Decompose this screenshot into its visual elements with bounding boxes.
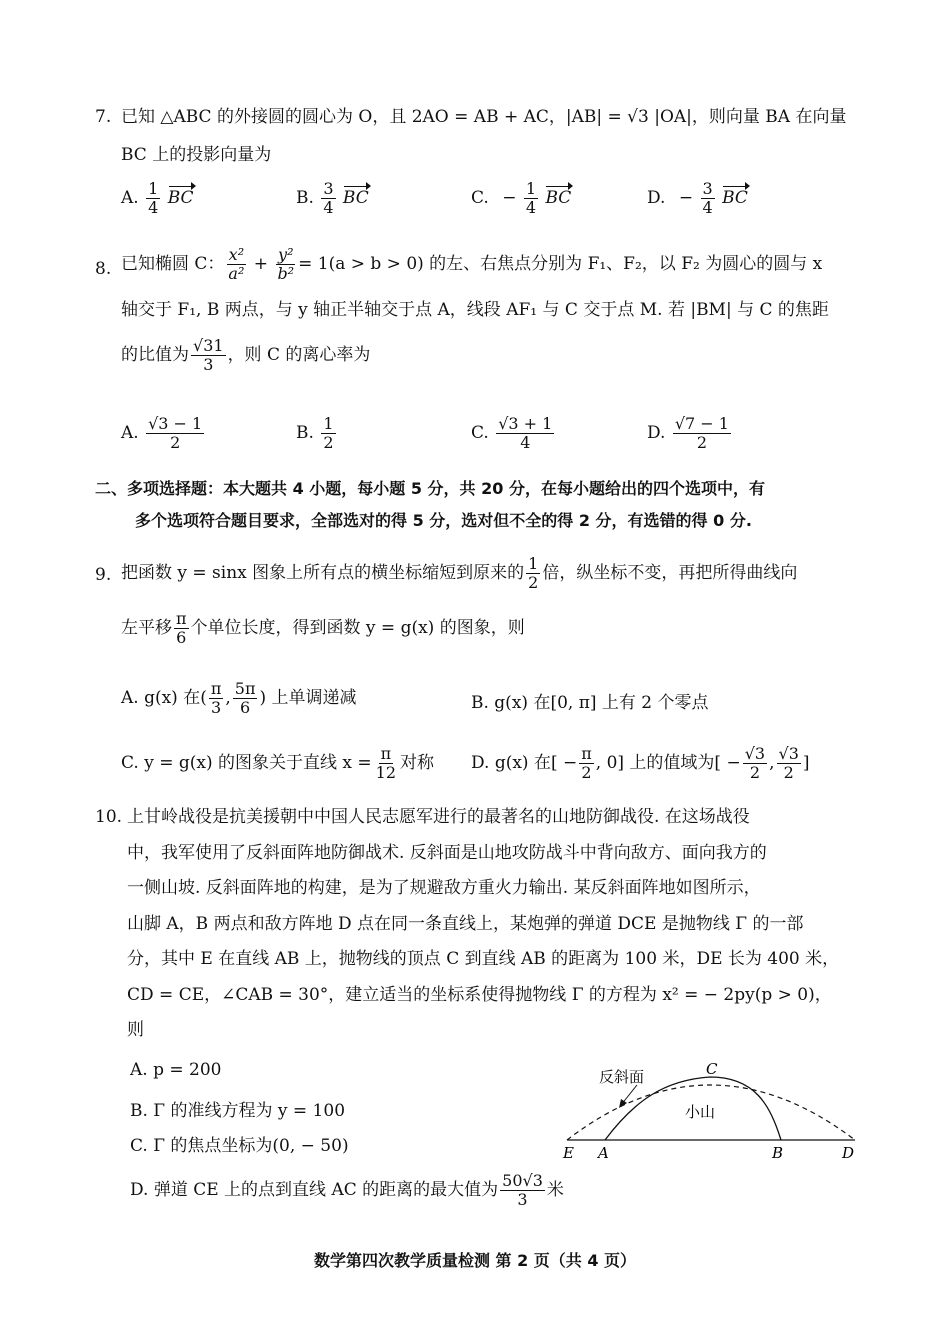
option-d: D. g(x) 在[ − $\frac{\pi}{2}$ , 0] 上的值域为[ − $\frac{√3}{2}$ , $\frac{√3}{2}$ ]: [471, 744, 810, 782]
question-9: [95, 555, 865, 647]
question-text: 中，我军使用了反斜面阵地防御战术. 反斜面是山地攻防战斗中背向敌方、面向我方的: [127, 842, 767, 863]
option-b: B. $\frac{3}{4}$ BC: [296, 179, 369, 217]
label-b: B: [772, 1144, 784, 1162]
question-number: 8.: [95, 259, 112, 279]
label-d: D: [842, 1144, 855, 1162]
question-text: 则: [127, 1020, 144, 1040]
question-text: 已知 △ABC 的外接圆的圆心为 O，且 2AO = AB + AC，|AB| = √3 |OA|，则向量 BA 在向量: [121, 107, 847, 127]
question-text: 的比值为 $\frac{√31}{3}$ ，则 C 的离心率为: [121, 336, 371, 374]
question-text: 已知椭圆 C： $\frac{\text{x²}}{\text{a²}}$ + $\frac{\text{y²}}{\text{b²}}$ = 1(a > b > 0) 的左、右焦点分别为 F₁、F₂，以 F₂ 为圆心的圆与 x: [121, 245, 823, 283]
option-c: C. y = g(x) 的图象关于直线 x = $\frac{\pi}{12}$ 对称: [121, 744, 435, 782]
option-a: A. p = 200: [130, 1060, 222, 1080]
option-d: D. $\frac{√7 - 1}{2}$: [647, 414, 729, 452]
option-c: C. Γ 的焦点坐标为(0, − 50): [130, 1136, 349, 1156]
pointer-arrow-icon: [619, 1099, 627, 1108]
option-c: C. $\frac{√3 + 1}{4}$: [471, 414, 553, 452]
option-a: A. $\frac{√3 - 1}{2}$: [121, 414, 203, 452]
question-number: 9.: [95, 565, 112, 585]
label-c: C: [706, 1060, 718, 1078]
question-text: CD = CE，∠CAB = 30°，建立适当的坐标系使得抛物线 Γ 的方程为 x² = − 2py(p > 0)，: [127, 984, 832, 1005]
section-heading: 二、多项选择题：本大题共 4 小题，每小题 5 分，共 20 分，在每小题给出的四个选项中，有 多个选项符合题目要求，全部选对的得 5 分，选对但不全的得 2 分，有选错的得 0 分.: [95, 479, 765, 530]
option-b: B. g(x) 在[0, π] 上有 2 个零点: [471, 693, 709, 713]
label-e: E: [563, 1144, 574, 1162]
label-slope: 反斜面: [599, 1068, 645, 1086]
label-hill: 小山: [685, 1103, 716, 1121]
question-text: 左平移 $\frac{\pi}{6}$ 个单位长度，得到函数 y = g(x) 的图象，则: [121, 609, 525, 647]
option-a: A. $\frac{1}{4}$ BC: [121, 179, 194, 217]
option-a: A. g(x) 在( $\frac{\pi}{3}$ , $\frac{5\pi}{6}$ ) 上单调递减: [121, 679, 357, 717]
question-10: [95, 800, 865, 1049]
question-text: 一侧山坡. 反斜面阵地的构建，是为了规避敌方重火力输出. 某反斜面阵地如图所示，: [127, 878, 761, 898]
question-text: 轴交于 F₁, B 两点，与 y 轴正半轴交于点 A，线段 AF₁ 与 C 交于点 M. 若 |BM| 与 C 的焦距: [121, 300, 829, 320]
option-b: B. $\frac{1}{2}$: [296, 414, 334, 452]
question-7: [95, 102, 865, 170]
question-text: 把函数 y = sinx 图象上所有点的横坐标缩短到原来的 $\frac{1}{2}$ 倍，纵坐标不变，再把所得曲线向: [121, 554, 798, 592]
question-text: 上甘岭战役是抗美援朝中中国人民志愿军进行的最著名的山地防御战役. 在这场战役: [127, 807, 750, 827]
option-d: D. − $\frac{3}{4}$ BC: [647, 179, 748, 217]
question-text: BC 上的投影向量为: [121, 145, 272, 165]
question-text: 山脚 A，B 两点和敌方阵地 D 点在同一条直线上，某炮弹的弹道 DCE 是抛物线 Γ 的一部: [127, 913, 804, 934]
question-number: 7.: [95, 107, 112, 127]
label-a: A: [598, 1144, 609, 1162]
question-number: 10.: [95, 807, 123, 827]
reverse-slope-figure: [555, 1055, 865, 1167]
question-8: [95, 246, 865, 374]
option-b: B. Γ 的准线方程为 y = 100: [130, 1101, 346, 1121]
page-footer: 数学第四次教学质量检测 第 2 页（共 4 页）: [313, 1251, 637, 1270]
option-c: C. − $\frac{1}{4}$ BC: [471, 179, 572, 217]
question-text: 分，其中 E 在直线 AB 上，抛物线的顶点 C 到直线 AB 的距离为 100 米，DE 长为 400 米，: [127, 949, 840, 969]
option-d: D. 弹道 CE 上的点到直线 AC 的距离的最大值为 $\frac{50√3}{3}$ 米: [130, 1171, 564, 1209]
